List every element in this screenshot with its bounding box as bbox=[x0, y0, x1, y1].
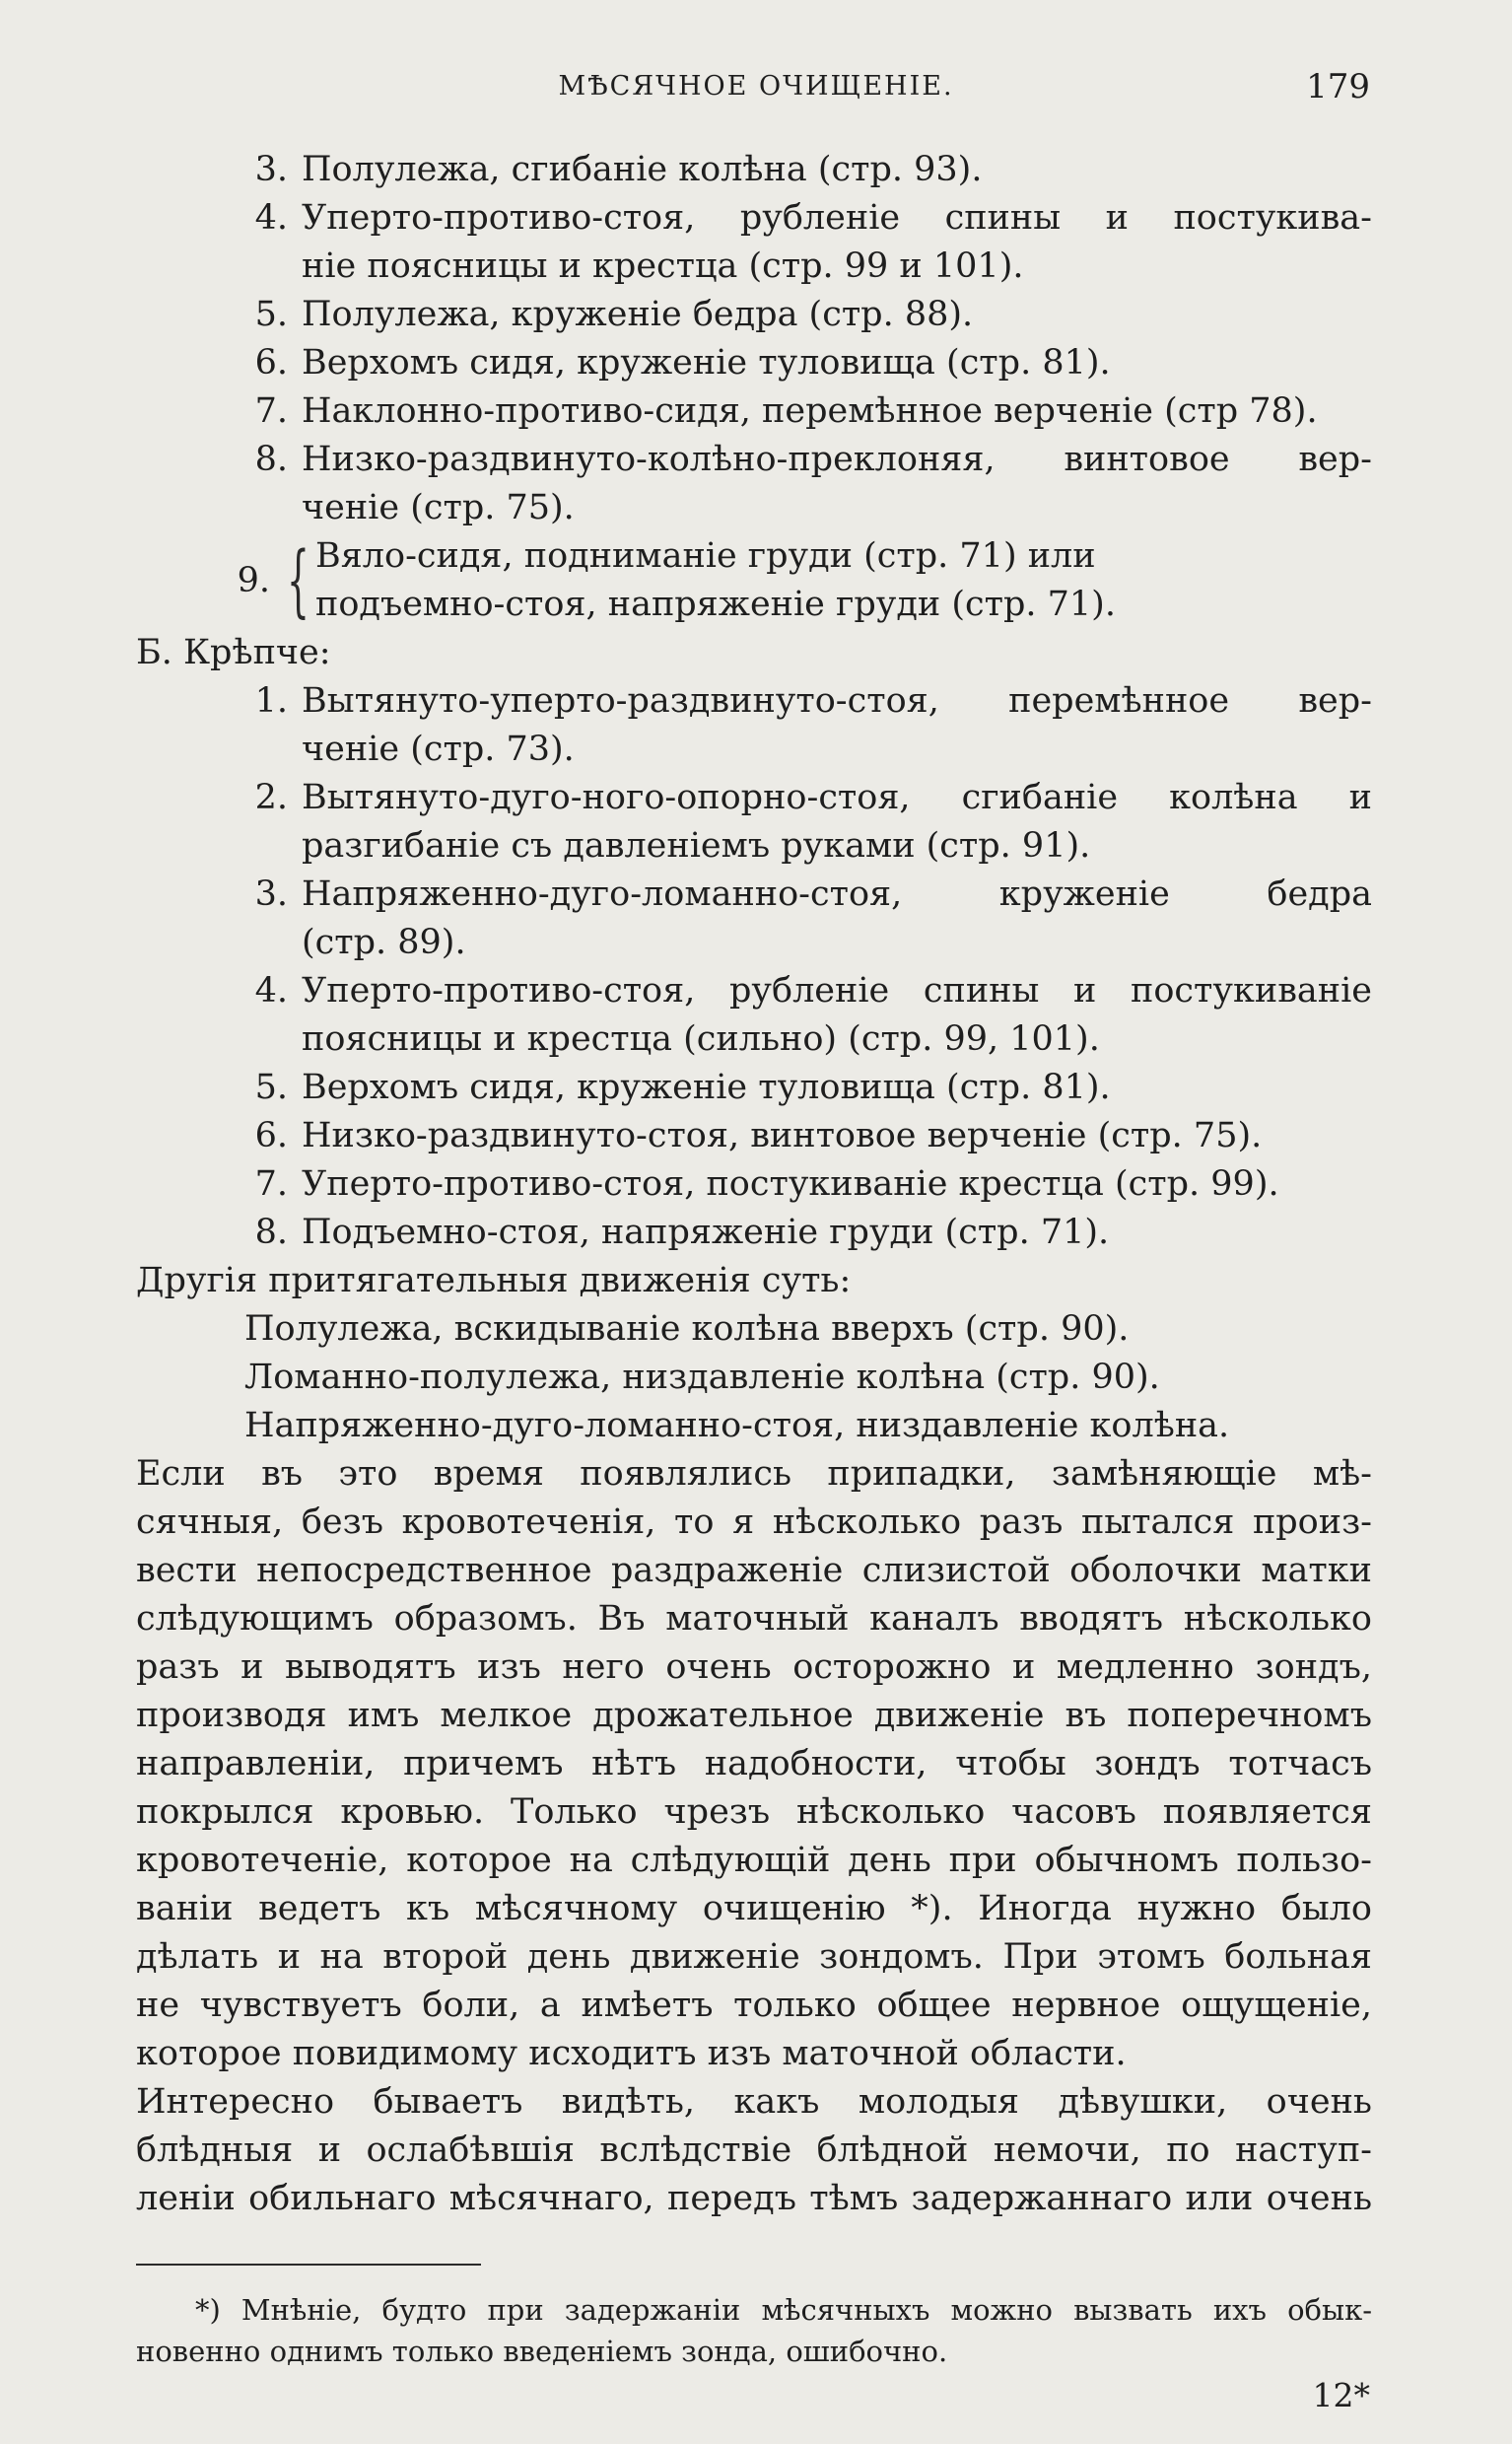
item-line: ченіе (стр. 75). bbox=[302, 488, 575, 527]
item-text bbox=[302, 194, 1372, 291]
item-number: 8. bbox=[254, 1213, 288, 1252]
item-number: 4. bbox=[254, 198, 288, 238]
list-item bbox=[136, 774, 1372, 871]
list-item bbox=[136, 387, 1372, 436]
section-heading: Б. Крѣпче: bbox=[136, 633, 331, 672]
list-item bbox=[136, 967, 1372, 1064]
list-item bbox=[136, 1064, 1372, 1112]
item-text bbox=[302, 387, 1372, 436]
item-line: Полулежа, сгибаніе колѣна (стр. 93). bbox=[302, 150, 983, 189]
item-line: ченіе (стр. 73). bbox=[302, 730, 575, 769]
other-item: Напряженно-дуго-ломанно-стоя, низдавленіе колѣна. bbox=[244, 1406, 1230, 1445]
paragraph-line: разъ и выводятъ изъ него очень осторожно и медленно зондъ, bbox=[136, 1647, 1372, 1687]
item-number: 9. bbox=[237, 560, 270, 600]
item-number: 3. bbox=[254, 874, 288, 914]
list-item bbox=[136, 339, 1372, 387]
list-item bbox=[136, 1209, 1372, 1257]
item-line: Уперто-противо-стоя, постукиваніе крестца (стр. 99). bbox=[302, 1164, 1279, 1204]
item-line: (стр. 89). bbox=[302, 923, 466, 962]
list-item-braced bbox=[136, 532, 1372, 629]
paragraph-line: которое повидимому исходитъ изъ маточной области. bbox=[136, 2034, 1127, 2073]
list-a bbox=[136, 146, 1372, 629]
list-item bbox=[136, 1160, 1372, 1209]
item-text bbox=[302, 774, 1372, 871]
item-number: 6. bbox=[254, 1116, 288, 1155]
item-number: 5. bbox=[254, 295, 288, 334]
paragraph-line: сячныя, безъ кровотеченія, то я нѣсколько разъ пытался произ- bbox=[136, 1502, 1372, 1542]
paragraph-line: дѣлать и на второй день движеніе зондомъ. При этомъ больная bbox=[136, 1937, 1372, 1977]
footnote bbox=[136, 2289, 1372, 2372]
list-item bbox=[136, 146, 1372, 194]
item-number: 7. bbox=[254, 1164, 288, 1204]
paragraph bbox=[136, 1450, 1372, 2078]
running-header bbox=[0, 67, 1512, 116]
curly-brace-icon: { bbox=[287, 534, 309, 626]
list-item bbox=[136, 677, 1372, 774]
item-number: 7. bbox=[254, 391, 288, 431]
item-line: Верхомъ сидя, круженіе туловища (стр. 81). bbox=[302, 1068, 1111, 1107]
item-text bbox=[302, 1112, 1372, 1160]
item-line: Уперто-противо-стоя, рубленіе спины и постукива- bbox=[302, 198, 1372, 238]
item-line: Полулежа, круженіе бедра (стр. 88). bbox=[302, 295, 974, 334]
item-text bbox=[302, 871, 1372, 967]
signature-mark: 12* bbox=[1312, 2376, 1370, 2414]
item-text bbox=[302, 339, 1372, 387]
item-line: Уперто-противо-стоя, рубленіе спины и постукиваніе bbox=[302, 971, 1372, 1011]
header-title: МѢСЯЧНОЕ ОЧИЩЕНІЕ. bbox=[558, 71, 954, 102]
item-line: ніе поясницы и крестца (стр. 99 и 101). bbox=[302, 246, 1024, 286]
item-line: Верхомъ сидя, круженіе туловища (стр. 81). bbox=[302, 343, 1111, 383]
footnote-line: *) Мнѣніе, будто при задержаніи мѣсячныхъ можно вызвать ихъ обык- bbox=[195, 2293, 1372, 2327]
list-item bbox=[136, 194, 1372, 291]
item-line: Низко-раздвинуто-стоя, винтовое верченіе (стр. 75). bbox=[302, 1116, 1263, 1155]
item-number: 8. bbox=[254, 440, 288, 479]
paragraph-line: Интересно бываетъ видѣть, какъ молодыя дѣвушки, очень bbox=[136, 2082, 1372, 2122]
item-number: 6. bbox=[254, 343, 288, 383]
item-number: 5. bbox=[254, 1068, 288, 1107]
paragraph-line: ваніи ведетъ къ мѣсячному очищенію *). Иногда нужно было bbox=[136, 1889, 1372, 1928]
item-text bbox=[302, 1064, 1372, 1112]
other-heading: Другія притягательныя движенія суть: bbox=[136, 1261, 852, 1300]
item-number: 4. bbox=[254, 971, 288, 1011]
footnote-line: новенно однимъ только введеніемъ зонда, ошибочно. bbox=[136, 2335, 948, 2368]
item-line: Напряженно-дуго-ломанно-стоя, круженіе бедра bbox=[302, 874, 1372, 914]
other-item: Ломанно-полулежа, низдавленіе колѣна (стр. 90). bbox=[244, 1358, 1160, 1397]
page-body bbox=[136, 146, 1372, 2223]
paragraph-line: Если въ это время появлялись припадки, замѣняющіе мѣ- bbox=[136, 1454, 1372, 1494]
item-text bbox=[302, 291, 1372, 339]
paragraph-line: не чувствуетъ боли, а имѣетъ только общее нервное ощущеніе, bbox=[136, 1986, 1372, 2025]
item-number: 3. bbox=[254, 150, 288, 189]
list-item bbox=[136, 436, 1372, 532]
item-text bbox=[302, 967, 1372, 1064]
paragraph-line: направленіи, причемъ нѣтъ надобности, чтобы зондъ тотчасъ bbox=[136, 1744, 1372, 1783]
list-item bbox=[136, 871, 1372, 967]
paragraph-line: кровотеченіе, которое на слѣдующій день при обычномъ пользо- bbox=[136, 1841, 1372, 1880]
paragraph-line: блѣдныя и ослабѣвшія вслѣдствіе блѣдной немочи, по наступ- bbox=[136, 2130, 1372, 2170]
paragraph-line: леніи обильнаго мѣсячнаго, передъ тѣмъ задержаннаго или очень bbox=[136, 2179, 1372, 2218]
item-line: Подъемно-стоя, напряженіе груди (стр. 71). bbox=[302, 1213, 1110, 1252]
item-text bbox=[302, 146, 1372, 194]
item-number: 1. bbox=[254, 681, 288, 721]
paragraph-line: вести непосредственное раздраженіе слизистой оболочки матки bbox=[136, 1551, 1372, 1590]
footnote-rule bbox=[136, 2264, 481, 2266]
paragraph-line: покрылся кровью. Только чрезъ нѣсколько часовъ появляется bbox=[136, 1792, 1372, 1832]
list-item bbox=[136, 291, 1372, 339]
item-line: подъемно-стоя, напряженіе груди (стр. 71). bbox=[315, 585, 1116, 624]
item-text bbox=[302, 677, 1372, 774]
paragraph-line: слѣдующимъ образомъ. Въ маточный каналъ вводятъ нѣсколько bbox=[136, 1599, 1372, 1639]
item-text bbox=[302, 1160, 1372, 1209]
item-line: Наклонно-противо-сидя, перемѣнное верченіе (стр 78). bbox=[302, 391, 1318, 431]
item-text bbox=[302, 1209, 1372, 1257]
paragraph-line: производя имъ мелкое дрожательное движеніе въ поперечномъ bbox=[136, 1696, 1372, 1735]
page-number: 179 bbox=[1306, 67, 1370, 106]
item-line: Вытянуто-дуго-ного-опорно-стоя, сгибаніе колѣна и bbox=[302, 778, 1372, 817]
item-line: Вяло-сидя, подниманіе груди (стр. 71) или bbox=[315, 536, 1096, 576]
item-line: Низко-раздвинуто-колѣно-преклоняя, винтовое вер- bbox=[302, 440, 1372, 479]
item-text bbox=[302, 436, 1372, 532]
item-line: поясницы и крестца (сильно) (стр. 99, 101). bbox=[302, 1019, 1100, 1059]
item-line: Вытянуто-уперто-раздвинуто-стоя, перемѣнное вер- bbox=[302, 681, 1372, 721]
list-item bbox=[136, 1112, 1372, 1160]
item-number: 2. bbox=[254, 778, 288, 817]
list-b bbox=[136, 677, 1372, 1257]
other-item: Полулежа, вскидываніе колѣна вверхъ (стр. 90). bbox=[244, 1309, 1130, 1349]
item-line: разгибаніе съ давленіемъ руками (стр. 91). bbox=[302, 826, 1091, 866]
paragraph bbox=[136, 2078, 1372, 2223]
braced-lines bbox=[315, 532, 1116, 629]
